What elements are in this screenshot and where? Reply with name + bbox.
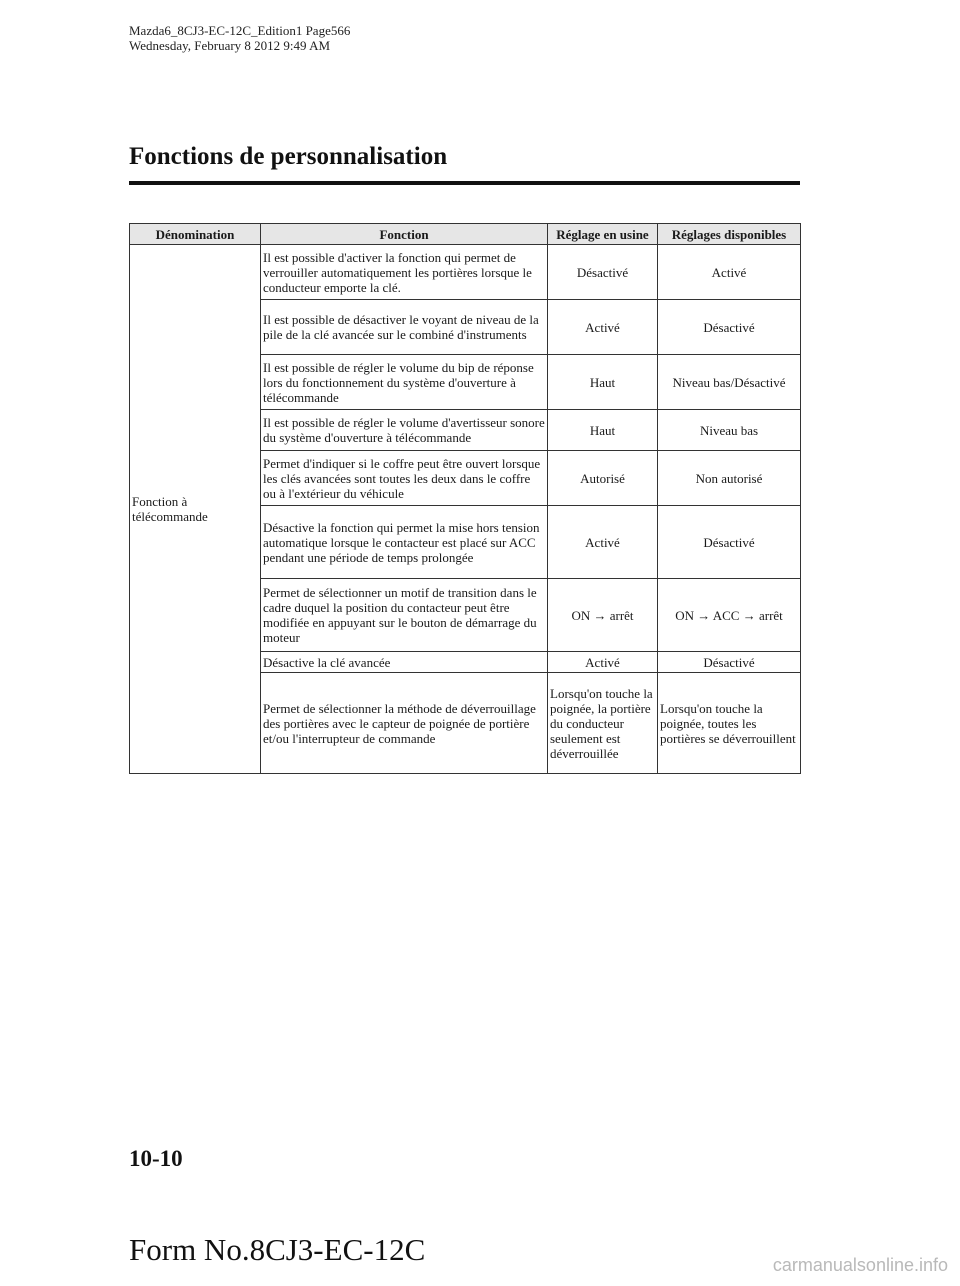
title-rule	[129, 181, 800, 185]
header-reglage-usine: Réglage en usine	[548, 224, 658, 245]
watermark: carmanualsonline.info	[772, 1255, 948, 1275]
reglages-disponibles-cell: Désactivé	[658, 506, 801, 579]
reglage-usine-cell: Désactivé	[548, 245, 658, 300]
reglage-usine-cell: Activé	[548, 300, 658, 355]
reglage-usine-cell: Lorsqu'on touche la poignée, la portière du conducteur seulement est déverrouillée	[548, 673, 658, 774]
page-number: 10-10	[129, 1146, 183, 1171]
fonction-cell: Il est possible de régler le volume d'avertisseur sonore du système d'ouverture à télécommande	[261, 410, 548, 451]
fonction-cell: Permet d'indiquer si le coffre peut être ouvert lorsque les clés avancées sont toutes les deux dans le coffre ou à l'extérieur du véhicule	[261, 451, 548, 506]
reglages-disponibles-cell: Lorsqu'on touche la poignée, toutes les portières se déverrouillent	[658, 673, 801, 774]
header-denomination: Dénomination	[130, 224, 261, 245]
print-header	[129, 23, 350, 53]
reglages-disponibles-cell: Désactivé	[658, 300, 801, 355]
reglages-disponibles-cell: Niveau bas/Désactivé	[658, 355, 801, 410]
header-fonction: Fonction	[261, 224, 548, 245]
print-header-line-1: Mazda6_8CJ3-EC-12C_Edition1 Page566	[129, 23, 351, 38]
print-header-line-2: Wednesday, February 8 2012 9:49 AM	[129, 38, 331, 53]
fonction-cell: Désactive la fonction qui permet la mise hors tension automatique lorsque le contacteur est placé sur ACC pendant une période de temps prolongée	[261, 506, 548, 579]
fonction-cell: Il est possible de désactiver le voyant de niveau de la pile de la clé avancée sur le combiné d'instruments	[261, 300, 548, 355]
reglage-usine-cell: Autorisé	[548, 451, 658, 506]
fonction-cell: Permet de sélectionner la méthode de déverrouillage des portières avec le capteur de poignée de portière et/ou l'interrupteur de commande	[261, 673, 548, 774]
reglages-disponibles-cell: Activé	[658, 245, 801, 300]
settings-table	[129, 223, 801, 774]
fonction-cell: Permet de sélectionner un motif de transition dans le cadre duquel la position du contacteur peut être modifiée en appuyant sur le bouton de démarrage du moteur	[261, 579, 548, 652]
reglages-disponibles-cell: Désactivé	[658, 652, 801, 673]
table-row	[130, 245, 801, 300]
fonction-cell: Désactive la clé avancée	[261, 652, 548, 673]
page-title: Fonctions de personnalisation	[129, 143, 448, 170]
reglage-usine-cell: Haut	[548, 355, 658, 410]
table-header-row	[130, 224, 801, 245]
reglages-disponibles-cell: Niveau bas	[658, 410, 801, 451]
reglage-usine-cell: Activé	[548, 506, 658, 579]
reglages-disponibles-cell: ON → ACC → arrêt	[658, 579, 801, 652]
fonction-cell: Il est possible de régler le volume du bip de réponse lors du fonctionnement du système d'ouverture à télécommande	[261, 355, 548, 410]
denomination-cell: Fonction à télécommande	[130, 245, 261, 774]
reglages-disponibles-cell: Non autorisé	[658, 451, 801, 506]
form-number: Form No.8CJ3-EC-12C	[129, 1232, 426, 1267]
fonction-cell: Il est possible d'activer la fonction qui permet de verrouiller automatiquement les portières lorsque le conducteur emporte la clé.	[261, 245, 548, 300]
reglage-usine-cell: Haut	[548, 410, 658, 451]
reglage-usine-cell: ON → arrêt	[548, 579, 658, 652]
reglage-usine-cell: Activé	[548, 652, 658, 673]
header-reglages-disponibles: Réglages disponibles	[658, 224, 801, 245]
